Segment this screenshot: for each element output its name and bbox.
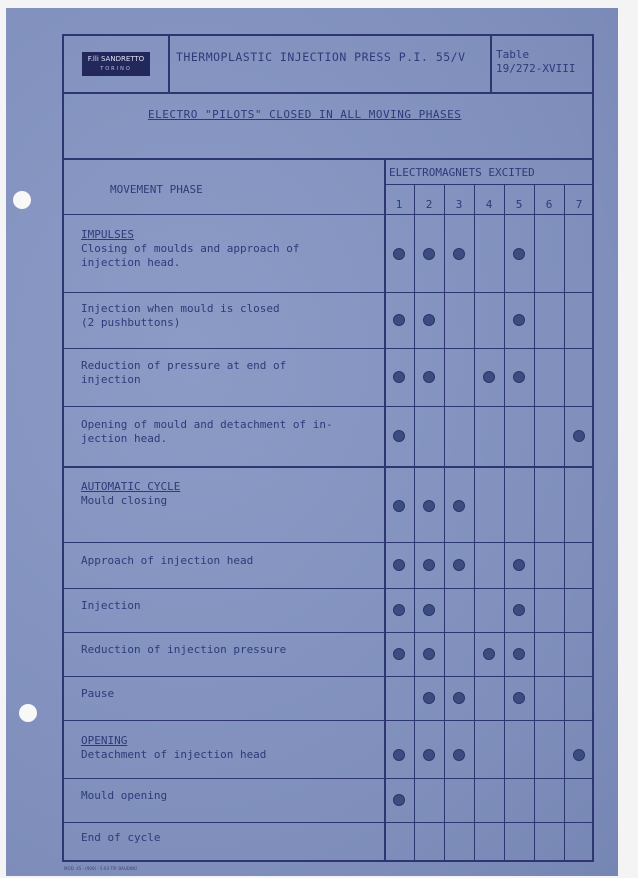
excited-header-rule [384,184,594,185]
punch-hole-bottom [19,704,37,722]
excited-electromagnet-2-dot [423,371,435,383]
row-divider [62,632,594,633]
excited-electromagnet-4-dot [483,371,495,383]
excited-electromagnet-2-dot [423,559,435,571]
excited-electromagnet-1-dot [393,314,405,326]
excited-electromagnet-3-dot [453,500,465,512]
row-divider [62,406,594,407]
logo-brand: F.lli SANDRETTO [87,55,145,63]
excited-electromagnet-7-dot [573,749,585,761]
magnet-column-line [564,185,565,862]
electromagnet-column-5: 5 [515,198,523,211]
excited-electromagnet-1-dot [393,430,405,442]
magnet-column-line [414,185,415,862]
excited-electromagnet-5-dot [513,314,525,326]
excited-electromagnet-1-dot [393,794,405,806]
excited-electromagnet-2-dot [423,749,435,761]
excited-electromagnet-3-dot [453,749,465,761]
row-divider [62,588,594,589]
excited-electromagnet-1-dot [393,500,405,512]
magnet-column-line [534,185,535,862]
movement-phase-label: Approach of injection head [81,554,254,567]
electromagnet-column-4: 4 [485,198,493,211]
excited-electromagnet-2-dot [423,604,435,616]
excited-electromagnet-1-dot [393,248,405,260]
movement-phase-label: Mould opening [81,789,168,802]
magnet-column-line [504,185,505,862]
excited-electromagnet-7-dot [573,430,585,442]
excited-electromagnet-1-dot [393,648,405,660]
excited-electromagnet-4-dot [483,648,495,660]
subtitle: ELECTRO "PILOTS" CLOSED IN ALL MOVING PHASES [148,108,462,121]
movement-phase-header: MOVEMENT PHASE [110,183,203,196]
movement-phase-label: Pause [81,687,115,700]
electromagnet-column-3: 3 [455,198,463,211]
company-logo [82,52,150,76]
movement-phase-label: Opening of mould and detachment of in- jection head. [81,418,333,445]
magnet-column-line [474,185,475,862]
row-divider [62,466,594,468]
header-bottom-rule [62,92,594,94]
excited-electromagnet-3-dot [453,248,465,260]
section-heading: AUTOMATIC CYCLE [81,480,181,493]
header-divider [168,34,170,92]
punch-hole-top [13,191,31,209]
electromagnet-column-2: 2 [425,198,433,211]
excited-electromagnet-5-dot [513,559,525,571]
excited-electromagnet-3-dot [453,559,465,571]
print-footer: MOD. 45 - (900) - 5-63 TIP. BAUDINO [64,866,138,871]
movement-phase-label: Mould closing [81,494,168,507]
excited-electromagnet-1-dot [393,604,405,616]
section-heading: IMPULSES [81,228,134,241]
header-divider [490,34,492,92]
row-divider [62,778,594,779]
electromagnets-excited-header: ELECTROMAGNETS EXCITED [389,166,535,179]
movement-phase-label: Detachment of injection head [81,748,267,761]
phase-column-divider [384,158,386,862]
table-label: Table [496,48,530,61]
row-divider [62,676,594,677]
excited-electromagnet-3-dot [453,692,465,704]
excited-electromagnet-2-dot [423,500,435,512]
excited-electromagnet-5-dot [513,648,525,660]
row-divider [62,292,594,293]
excited-electromagnet-1-dot [393,371,405,383]
excited-electromagnet-2-dot [423,314,435,326]
press-title: THERMOPLASTIC INJECTION PRESS P.I. 55/V [176,50,466,64]
movement-phase-label: Injection [81,599,141,612]
row-divider [62,822,594,823]
section-heading: OPENING [81,734,128,747]
electromagnet-column-7: 7 [575,198,583,211]
subtitle-bottom-rule [62,158,594,160]
table-number: 19/272-XVIII [496,62,576,75]
logo-city: TORINO [100,66,132,72]
excited-electromagnet-5-dot [513,692,525,704]
movement-phase-label: Reduction of pressure at end of injection [81,359,287,386]
excited-electromagnet-5-dot [513,604,525,616]
row-divider [62,542,594,543]
movement-phase-label: Closing of moulds and approach of injection head. [81,242,300,269]
electromagnet-column-1: 1 [395,198,403,211]
electromagnet-column-6: 6 [545,198,553,211]
row-divider [62,348,594,349]
excited-electromagnet-1-dot [393,559,405,571]
excited-electromagnet-5-dot [513,248,525,260]
movement-phase-label: Injection when mould is closed (2 pushbuttons) [81,302,280,329]
movement-phase-label: Reduction of injection pressure [81,643,287,656]
excited-electromagnet-5-dot [513,371,525,383]
excited-electromagnet-2-dot [423,648,435,660]
excited-electromagnet-2-dot [423,692,435,704]
magnet-column-line [444,185,445,862]
excited-electromagnet-1-dot [393,749,405,761]
row-divider [62,720,594,721]
excited-electromagnet-2-dot [423,248,435,260]
row-divider [62,214,594,215]
movement-phase-label: End of cycle [81,831,161,844]
